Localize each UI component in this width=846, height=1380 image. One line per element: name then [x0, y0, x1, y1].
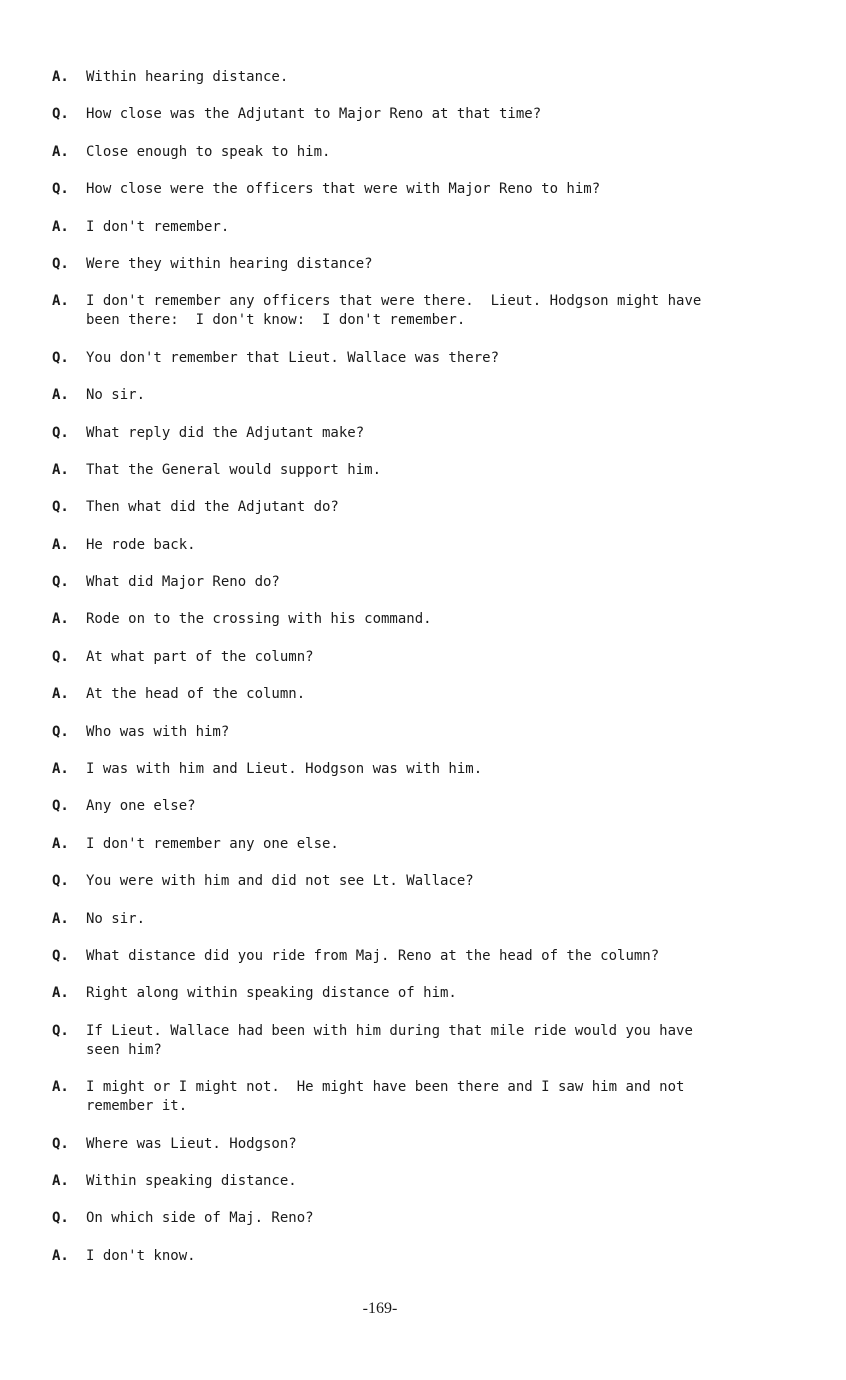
- speaker-label: Q.: [52, 723, 69, 740]
- transcript: [52, 68, 792, 1284]
- entry-text: Close enough to speak to him.: [86, 143, 331, 160]
- answer-entry: [52, 292, 792, 330]
- question-entry: [52, 255, 792, 274]
- speaker-label: A.: [52, 536, 69, 553]
- speaker-label: A.: [52, 761, 69, 778]
- entry-text: That the General would support him.: [86, 461, 382, 478]
- entry-text: You don't remember that Lieut. Wallace was there?: [86, 349, 500, 366]
- entry-text: Who was with him?: [86, 723, 230, 740]
- entry-text: Within speaking distance.: [86, 1172, 297, 1189]
- answer-entry: [52, 68, 792, 87]
- question-entry: [52, 105, 792, 124]
- question-entry: [52, 648, 792, 667]
- entry-text: Rode on to the crossing with his command.: [86, 611, 432, 628]
- answer-entry: [52, 685, 792, 704]
- answer-entry: [52, 910, 792, 929]
- entry-text: At what part of the column?: [86, 648, 314, 665]
- entry-text: On which side of Maj. Reno?: [86, 1210, 314, 1227]
- speaker-label: A.: [52, 387, 69, 404]
- answer-entry: [52, 610, 792, 629]
- entry-text: Within hearing distance.: [86, 69, 289, 85]
- speaker-label: A.: [52, 1172, 69, 1189]
- answer-entry: [52, 1078, 792, 1116]
- speaker-label: A.: [52, 1247, 69, 1264]
- speaker-label: Q.: [52, 947, 69, 964]
- answer-entry: [52, 984, 792, 1003]
- answer-entry: [52, 386, 792, 405]
- answer-entry: [52, 835, 792, 854]
- speaker-label: Q.: [52, 349, 69, 366]
- speaker-label: Q.: [52, 424, 69, 441]
- entry-text: What distance did you ride from Maj. Reno at the head of the column?: [86, 947, 660, 964]
- speaker-label: A.: [52, 686, 69, 703]
- speaker-label: A.: [52, 910, 69, 927]
- question-entry: [52, 349, 792, 368]
- entry-text: I might or I might not. He might have been there and I saw him and not remember it.: [86, 1079, 685, 1115]
- speaker-label: Q.: [52, 798, 69, 815]
- speaker-label: Q.: [52, 1022, 69, 1039]
- speaker-label: A.: [52, 69, 69, 85]
- entry-text: No sir.: [86, 387, 146, 404]
- speaker-label: Q.: [52, 181, 69, 198]
- answer-entry: [52, 1247, 792, 1266]
- speaker-label: A.: [52, 611, 69, 628]
- entry-text: How close were the officers that were with Major Reno to him?: [86, 181, 601, 198]
- entry-text: What reply did the Adjutant make?: [86, 424, 365, 441]
- speaker-label: Q.: [52, 255, 69, 272]
- speaker-label: A.: [52, 461, 69, 478]
- speaker-label: Q.: [52, 574, 69, 591]
- entry-text: If Lieut. Wallace had been with him during that mile ride would you have seen him?: [86, 1022, 693, 1058]
- entry-text: No sir.: [86, 910, 146, 927]
- question-entry: [52, 797, 792, 816]
- speaker-label: A.: [52, 985, 69, 1002]
- question-entry: [52, 498, 792, 517]
- speaker-label: Q.: [52, 873, 69, 890]
- speaker-label: A.: [52, 218, 69, 235]
- entry-text: Any one else?: [86, 798, 196, 815]
- answer-entry: [52, 461, 792, 480]
- speaker-label: Q.: [52, 1135, 69, 1152]
- question-entry: [52, 180, 792, 199]
- question-entry: [52, 424, 792, 443]
- entry-text: What did Major Reno do?: [86, 574, 280, 591]
- question-entry: [52, 723, 792, 742]
- answer-entry: [52, 536, 792, 555]
- entry-text: Right along within speaking distance of him.: [86, 985, 457, 1002]
- speaker-label: A.: [52, 1079, 69, 1096]
- answer-entry: [52, 218, 792, 237]
- speaker-label: A.: [52, 293, 69, 310]
- answer-entry: [52, 1172, 792, 1191]
- entry-text: I don't remember.: [86, 218, 230, 235]
- entry-text: I don't remember any officers that were there. Lieut. Hodgson might have been there: I don't know: I don't remember.: [86, 293, 702, 329]
- entry-text: I don't remember any one else.: [86, 835, 339, 852]
- entry-text: Were they within hearing distance?: [86, 255, 373, 272]
- question-entry: [52, 872, 792, 891]
- answer-entry: [52, 143, 792, 162]
- page-number: -169-: [362, 1300, 398, 1317]
- speaker-label: Q.: [52, 499, 69, 516]
- speaker-label: Q.: [52, 648, 69, 665]
- entry-text: How close was the Adjutant to Major Reno at that time?: [86, 106, 542, 123]
- speaker-label: Q.: [52, 106, 69, 123]
- question-entry: [52, 947, 792, 966]
- speaker-label: A.: [52, 143, 69, 160]
- question-entry: [52, 573, 792, 592]
- question-entry: [52, 1022, 792, 1060]
- entry-text: At the head of the column.: [86, 686, 306, 703]
- entry-text: I don't know.: [86, 1247, 196, 1264]
- entry-text: Then what did the Adjutant do?: [86, 499, 339, 516]
- entry-text: Where was Lieut. Hodgson?: [86, 1135, 297, 1152]
- speaker-label: A.: [52, 835, 69, 852]
- answer-entry: [52, 760, 792, 779]
- entry-text: You were with him and did not see Lt. Wallace?: [86, 873, 474, 890]
- entry-text: I was with him and Lieut. Hodgson was with him.: [86, 761, 483, 778]
- entry-text: He rode back.: [86, 536, 196, 553]
- question-entry: [52, 1135, 792, 1154]
- question-entry: [52, 1209, 792, 1228]
- speaker-label: Q.: [52, 1210, 69, 1227]
